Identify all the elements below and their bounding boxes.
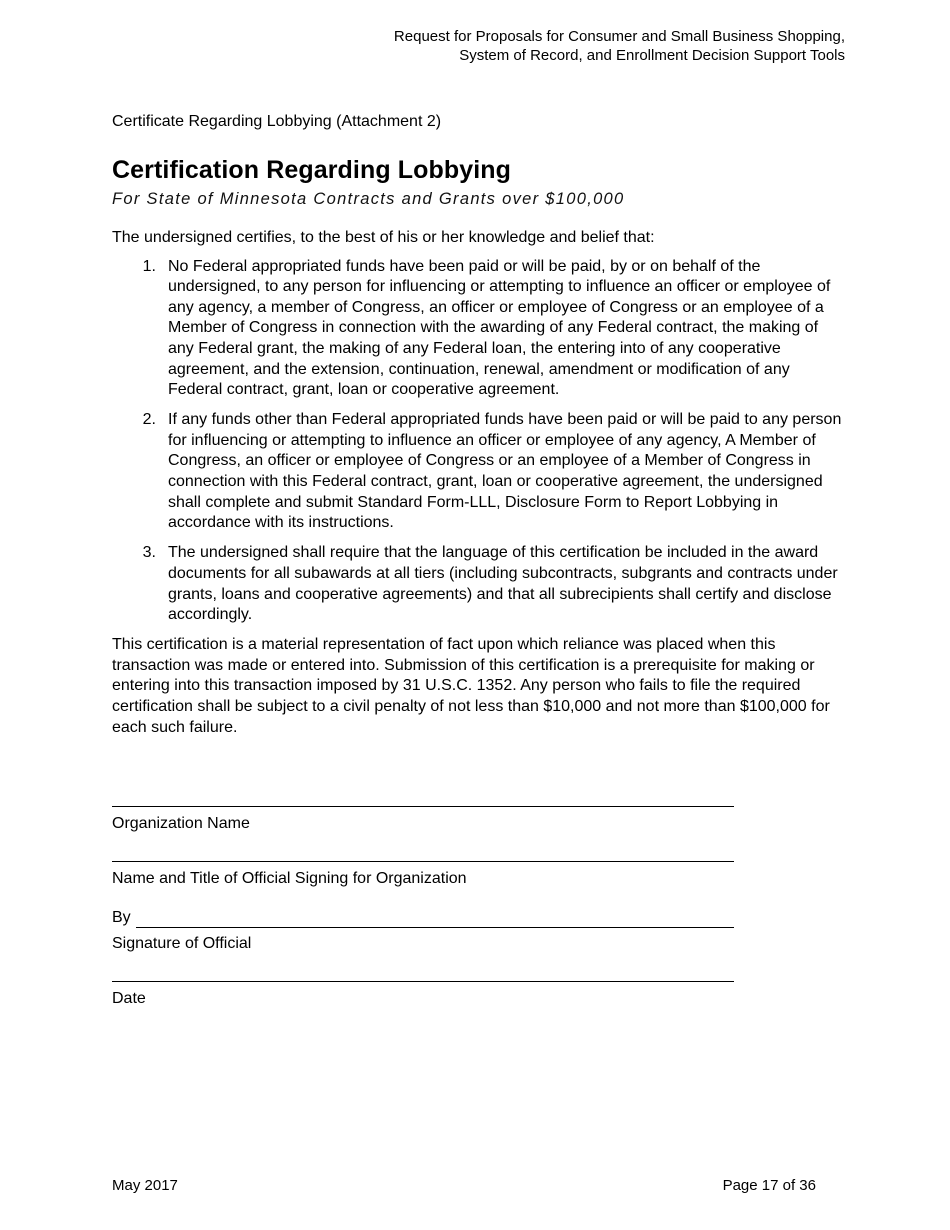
organization-name-line[interactable] [112, 806, 734, 807]
list-item-number: 2. [142, 411, 156, 429]
intro-paragraph: The undersigned certifies, to the best of his or her knowledge and belief that: [112, 229, 655, 246]
header-line-2: System of Record, and Enrollment Decision Support Tools [459, 47, 845, 64]
footer-date: May 2017 [112, 1177, 178, 1194]
page-header [285, 27, 845, 65]
list-item-number: 3. [142, 544, 156, 562]
by-label: By [112, 909, 131, 926]
list-item [112, 543, 842, 625]
page-subtitle: For State of Minnesota Contracts and Grants over $100,000 [112, 190, 625, 208]
certification-body [112, 228, 842, 738]
signature-label: Signature of Official [112, 935, 252, 952]
attachment-label: Certificate Regarding Lobbying (Attachment 2) [112, 113, 442, 130]
header-line-1: Request for Proposals for Consumer and Small Business Shopping, [393, 28, 845, 45]
closing-paragraph: This certification is a material representation of fact upon which reliance was placed when this transaction was made or entered into. Submission of this certification is a prerequisite for making or entering into this transaction imposed by 31 U.S.C. 1352. Any person who fails to file the required certification shall be subject to a civil penalty of not less than $10,000 and not more than $100,000 for each such failure. [112, 636, 830, 736]
list-item-text: The undersigned shall require that the language of this certification be included in the award documents for all subawards at all tiers (including subcontracts, subgrants and contracts under grants, loans and cooperative agreements) and that all subrecipients shall certify and disclose accordingly. [168, 544, 838, 624]
footer-page-number: Page 17 of 36 [722, 1177, 816, 1194]
signature-line[interactable] [136, 927, 734, 928]
list-item-text: No Federal appropriated funds have been paid or will be paid, by or on behalf of the undersigned, to any person for influencing or attempting to influence an officer or employee of any agency, a member of Congress, an officer or employee of Congress or an employee of a Member of Congress in connection with the awarding of any Federal contract, the making of any Federal grant, the making of any Federal loan, the entering into of any cooperative agreement, and the extension, continuation, renewal, amendment or modification of any Federal contract, grant, loan or cooperative agreement. [168, 257, 831, 399]
official-name-title-line[interactable] [112, 861, 734, 862]
date-line[interactable] [112, 981, 734, 982]
page-title: Certification Regarding Lobbying [112, 156, 512, 184]
official-name-title-label: Name and Title of Official Signing for Organization [112, 870, 467, 887]
date-label: Date [112, 990, 146, 1007]
certification-list [112, 257, 842, 626]
signature-row [112, 908, 734, 928]
list-item [112, 410, 842, 534]
list-item-text: If any funds other than Federal appropriated funds have been paid or will be paid to any person for influencing or attempting to influence an officer or employee of any agency, A Member of Congress, an officer or employee of Congress or an employee of a Member of Congress in connection with this Federal contract, grant, loan or cooperative agreement, the undersigned shall complete and submit Standard Form-LLL, Disclosure Form to Report Lobbying in accordance with its instructions. [168, 411, 842, 532]
organization-name-label: Organization Name [112, 815, 250, 832]
list-item-number: 1. [142, 257, 156, 275]
list-item [112, 257, 842, 401]
